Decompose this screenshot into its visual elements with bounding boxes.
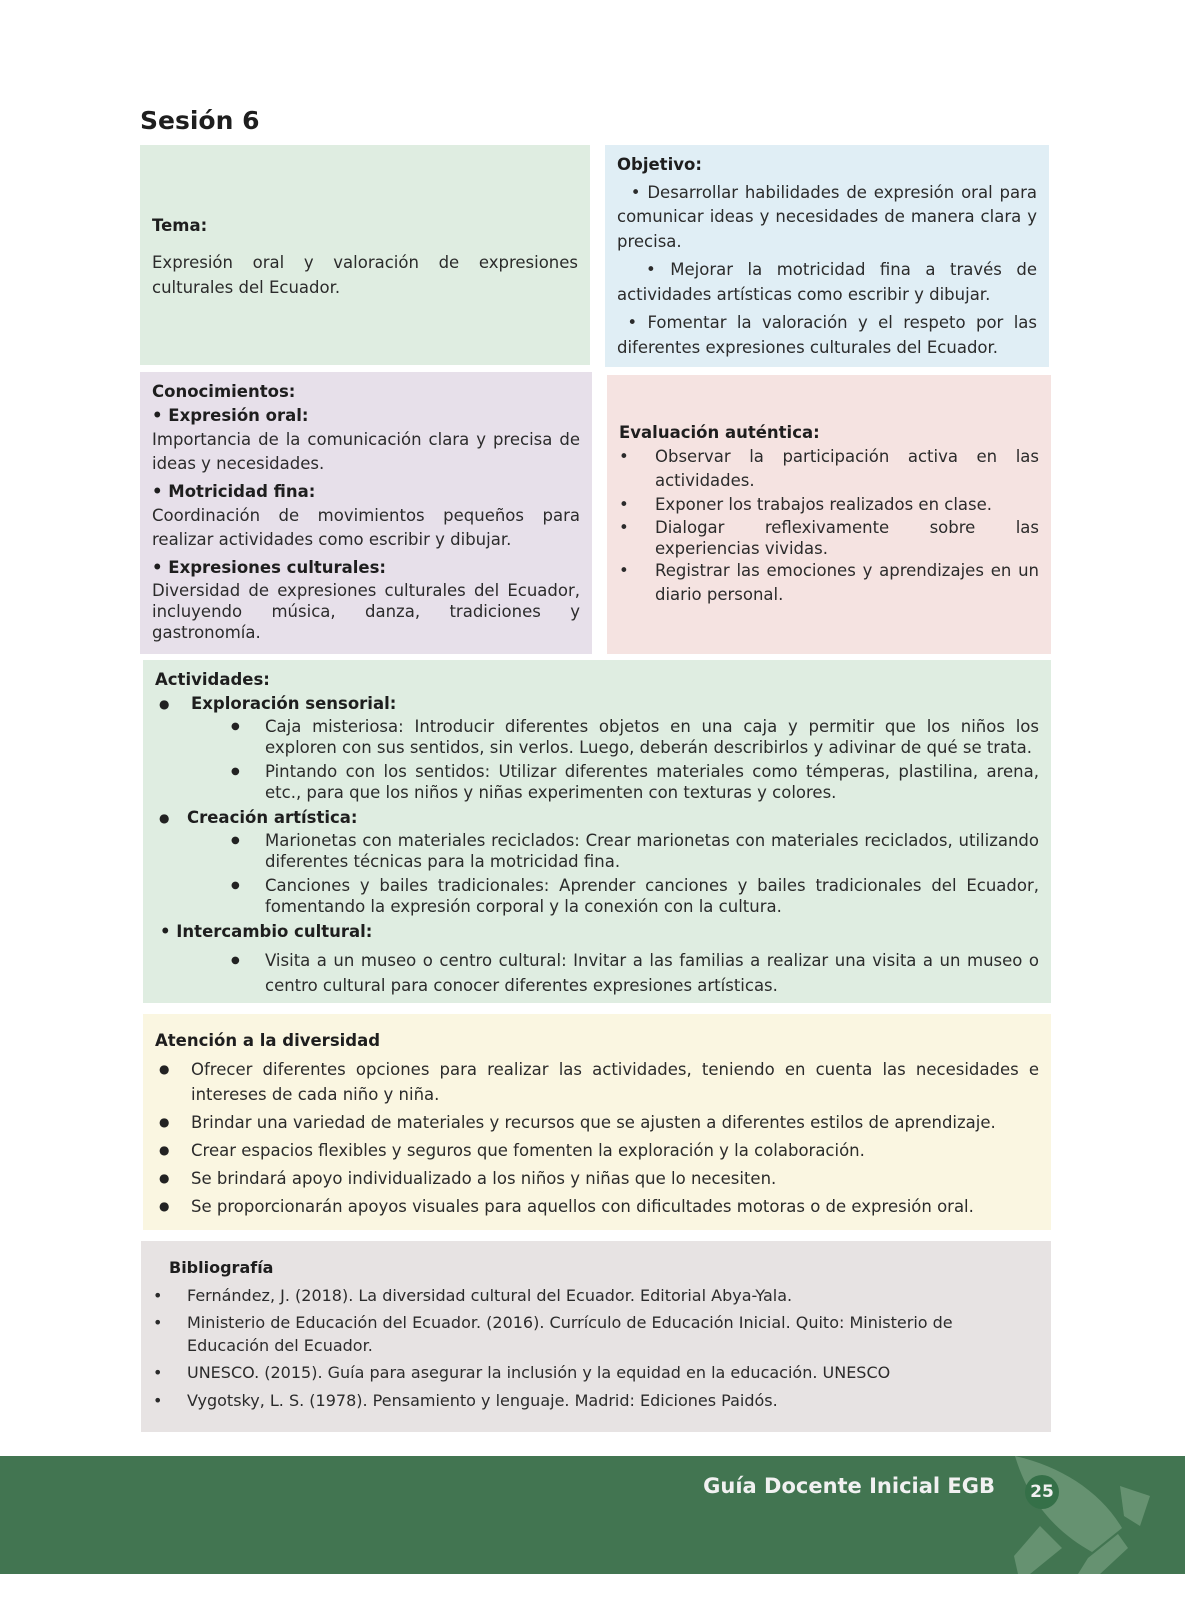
actividad-group-title: • Intercambio cultural: <box>160 922 373 941</box>
diversidad-item: ● Brindar una variedad de materiales y recursos que se ajusten a diferentes estilos de aprendizaje. <box>155 1110 1039 1135</box>
actividad-item: ● Canciones y bailes tradicionales: Aprender canciones y bailes tradicionales del Ecuador, fomentando la expresión corporal y la conexión con la cultura. <box>155 875 1039 917</box>
actividad-group-title: ● Exploración sensorial: <box>155 692 1039 716</box>
actividad-group-title: ● Creación artística: <box>155 806 1039 830</box>
page-title: Sesión 6 <box>140 106 260 135</box>
evaluacion-item: • Observar la participación activa en las actividades. <box>619 447 1039 490</box>
actividad-item: ● Caja misteriosa: Introducir diferentes objetos en una caja y permitir que los niños los exploren con sus sentidos, sin verlos. Luego, deberán describirlos y adivinar de qué se trata. <box>155 716 1039 758</box>
objetivo-item: • Desarrollar habilidades de expresión oral para comunicar ideas y necesidades de manera clara y precisa. <box>617 182 1038 251</box>
bibliografia-item: • UNESCO. (2015). Guía para asegurar la inclusión y la equidad en la educación. UNESCO <box>153 1363 891 1382</box>
objetivo-item: • Mejorar la motricidad fina a través de actividades artísticas como escribir y dibujar. <box>617 260 1037 304</box>
actividad-item: ● Marionetas con materiales reciclados: Crear marionetas con materiales reciclados, utilizando diferentes técnicas para la motricidad fina. <box>155 830 1039 872</box>
objetivo-label: Objetivo: <box>617 155 702 174</box>
evaluacion-item: • Dialogar reflexivamente sobre las experiencias vividas. <box>619 518 1039 558</box>
evaluacion-list <box>619 445 1039 607</box>
objetivo-box <box>605 145 1049 367</box>
diversidad-label: Atención a la diversidad <box>155 1031 381 1050</box>
conocimientos-label: Conocimientos: <box>152 382 296 401</box>
diversidad-box <box>143 1014 1051 1230</box>
evaluacion-item: • Registrar las emociones y aprendizajes en un diario personal. <box>619 561 1039 604</box>
rocket-icon <box>1000 1456 1185 1574</box>
conocimiento-text: Importancia de la comunicación clara y precisa de ideas y necesidades. <box>152 430 580 473</box>
diversidad-item: ● Se brindará apoyo individualizado a los niños y niñas que lo necesiten. <box>155 1166 1039 1191</box>
bibliografia-item: • Vygotsky, L. S. (1978). Pensamiento y lenguaje. Madrid: Ediciones Paidós. <box>153 1391 778 1410</box>
objetivo-item: • Fomentar la valoración y el respeto por las diferentes expresiones culturales del Ecuador. <box>617 313 1037 357</box>
page-number: 25 <box>1025 1475 1059 1509</box>
conocimiento-text: Coordinación de movimientos pequeños para realizar actividades como escribir y dibujar. <box>152 506 580 549</box>
evaluacion-label: Evaluación auténtica: <box>619 423 820 442</box>
evaluacion-box <box>607 375 1051 654</box>
actividades-label: Actividades: <box>155 670 270 689</box>
bibliografia-item: • Fernández, J. (2018). La diversidad cultural del Ecuador. Editorial Abya-Yala. <box>153 1286 793 1305</box>
tema-label: Tema: <box>152 216 208 235</box>
diversidad-item: ● Ofrecer diferentes opciones para realizar las actividades, teniendo en cuenta las necesidades e intereses de cada niño y niña. <box>155 1057 1039 1107</box>
tema-text: Expresión oral y valoración de expresiones culturales del Ecuador. <box>152 253 578 297</box>
conocimiento-title: • Expresiones culturales: <box>152 558 387 577</box>
tema-box <box>140 145 590 365</box>
bibliografia-item: • Ministerio de Educación del Ecuador. (2016). Currículo de Educación Inicial. Quito: Ministerio de Educación del Ecuador. <box>153 1313 953 1355</box>
actividades-box <box>143 660 1051 1003</box>
evaluacion-item: • Exponer los trabajos realizados en clase. <box>619 495 993 514</box>
bibliografia-box <box>141 1241 1051 1432</box>
conocimiento-title: • Motricidad fina: <box>152 482 316 501</box>
actividad-item: ● Pintando con los sentidos: Utilizar diferentes materiales como témperas, plastilina, arena, etc., para que los niños y niñas experimenten con texturas y colores. <box>155 761 1039 803</box>
conocimiento-text: Diversidad de expresiones culturales del Ecuador, incluyendo música, danza, tradiciones y gastronomía. <box>152 581 580 642</box>
conocimientos-box <box>140 372 592 654</box>
actividad-item: ● Visita a un museo o centro cultural: Invitar a las familias a realizar una visita a un museo o centro cultural para conocer diferentes expresiones artísticas. <box>155 948 1039 998</box>
footer-title: Guía Docente Inicial EGB <box>703 1474 995 1498</box>
conocimiento-title: • Expresión oral: <box>152 406 309 425</box>
bibliografia-label: Bibliografía <box>169 1258 274 1277</box>
diversidad-item: ● Crear espacios flexibles y seguros que fomenten la exploración y la colaboración. <box>155 1138 1039 1163</box>
diversidad-item: ● Se proporcionarán apoyos visuales para aquellos con dificultades motoras o de expresión oral. <box>155 1194 1039 1219</box>
